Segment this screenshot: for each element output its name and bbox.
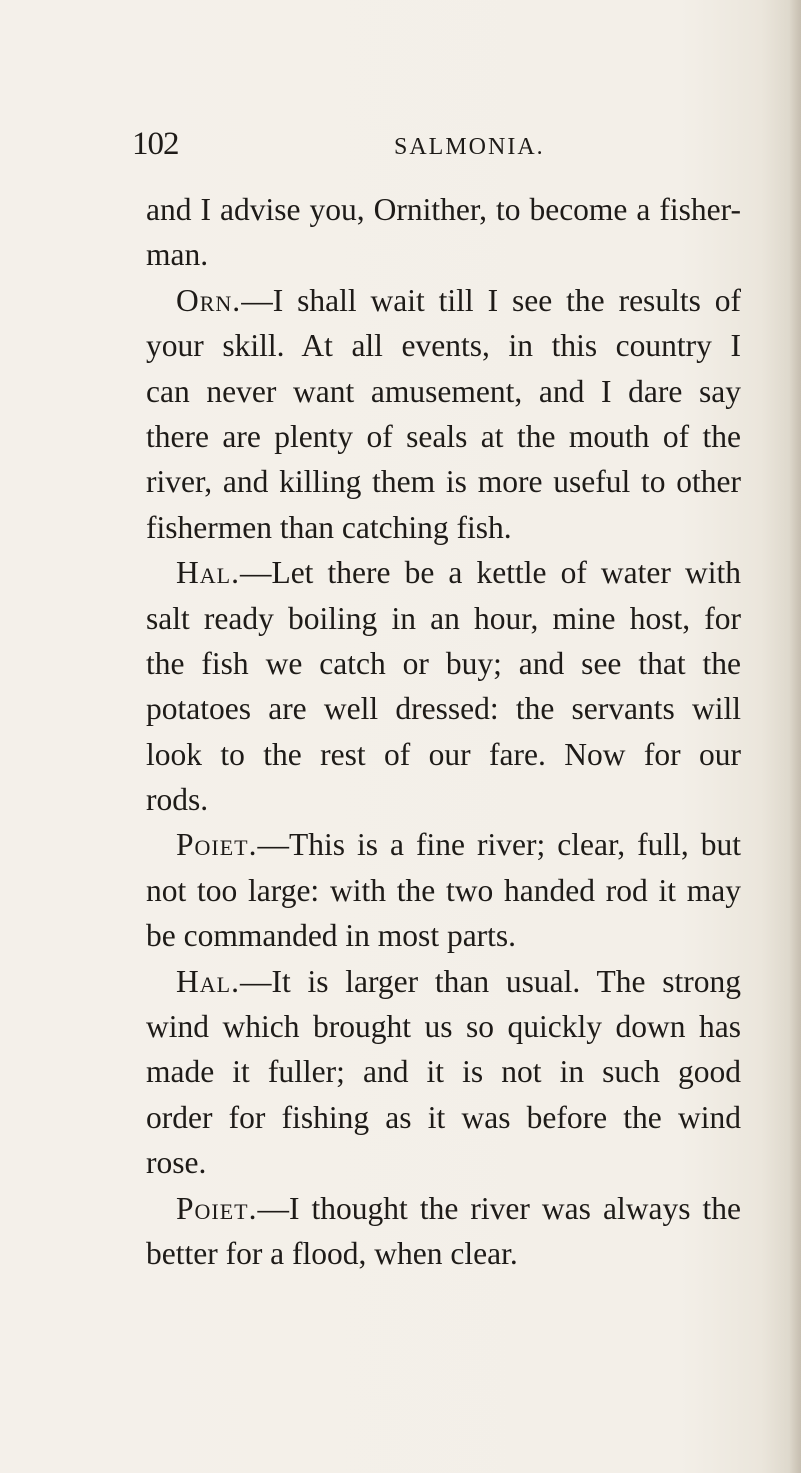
text-line (146, 777, 741, 822)
text-line (146, 641, 741, 686)
text-line (146, 505, 741, 550)
line-text: river, and killing them is more useful to other (146, 464, 741, 500)
speaker-name: Hal. (176, 963, 240, 999)
body-text (146, 187, 741, 1276)
text-line (146, 323, 741, 368)
line-text: better for a flood, when clear. (146, 1235, 518, 1271)
line-text: made it fuller; and it is not in such good (146, 1054, 741, 1090)
page-number: 102 (132, 126, 179, 162)
line-text: —I thought the river was always the (257, 1190, 741, 1226)
text-line (146, 1004, 741, 1049)
line-text: not too large: with the two handed rod it may (146, 872, 741, 908)
line-text: order for fishing as it was before the wind (146, 1099, 741, 1135)
text-line (146, 1231, 741, 1276)
speaker-name: Poiet. (176, 1190, 258, 1226)
line-text: there are plenty of seals at the mouth of the (146, 418, 741, 454)
page-edge-shadow (789, 0, 801, 1473)
text-line (146, 822, 741, 867)
line-text: wind which brought us so quickly down has (146, 1009, 741, 1045)
line-text: the fish we catch or buy; and see that the (146, 645, 741, 681)
line-text: be commanded in most parts. (146, 918, 517, 954)
line-text: —I shall wait till I see the results of (241, 282, 741, 318)
line-text: —Let there be a kettle of water with (239, 555, 741, 591)
line-text: potatoes are well dressed: the servants will (146, 691, 741, 727)
text-line (146, 959, 741, 1004)
text-line (146, 459, 741, 504)
line-text: man. (146, 237, 209, 273)
text-line (146, 187, 741, 232)
text-line (146, 369, 741, 414)
line-text: —It is larger than usual. The strong (239, 963, 741, 999)
line-text: your skill. At all events, in this country I (146, 328, 741, 364)
line-text: fishermen than catching fish. (146, 509, 512, 545)
running-title: SALMONIA. (394, 134, 545, 160)
speaker-name: Hal. (176, 555, 240, 591)
line-text: —This is a fine river; clear, full, but (257, 827, 741, 863)
text-line (146, 278, 741, 323)
text-line (146, 1049, 741, 1094)
text-line (146, 732, 741, 777)
speaker-name: Poiet. (176, 827, 258, 863)
text-line (146, 596, 741, 641)
text-line (146, 868, 741, 913)
text-line (146, 414, 741, 459)
text-line (146, 550, 741, 595)
line-text: look to the rest of our fare. Now for our (146, 736, 741, 772)
line-text: rods. (146, 782, 209, 818)
text-line (146, 1095, 741, 1140)
speaker-name: Orn. (176, 282, 242, 318)
line-text: and I advise you, Ornither, to become a fisher- (146, 192, 741, 227)
text-line (146, 232, 741, 277)
line-text: salt ready boiling in an hour, mine host, for (146, 600, 741, 636)
text-line (146, 913, 741, 958)
text-line (146, 686, 741, 731)
text-line (146, 1140, 741, 1185)
text-line (146, 1186, 741, 1231)
line-text: rose. (146, 1145, 207, 1181)
line-text: can never want amusement, and I dare say (146, 373, 741, 409)
running-head (132, 126, 744, 166)
